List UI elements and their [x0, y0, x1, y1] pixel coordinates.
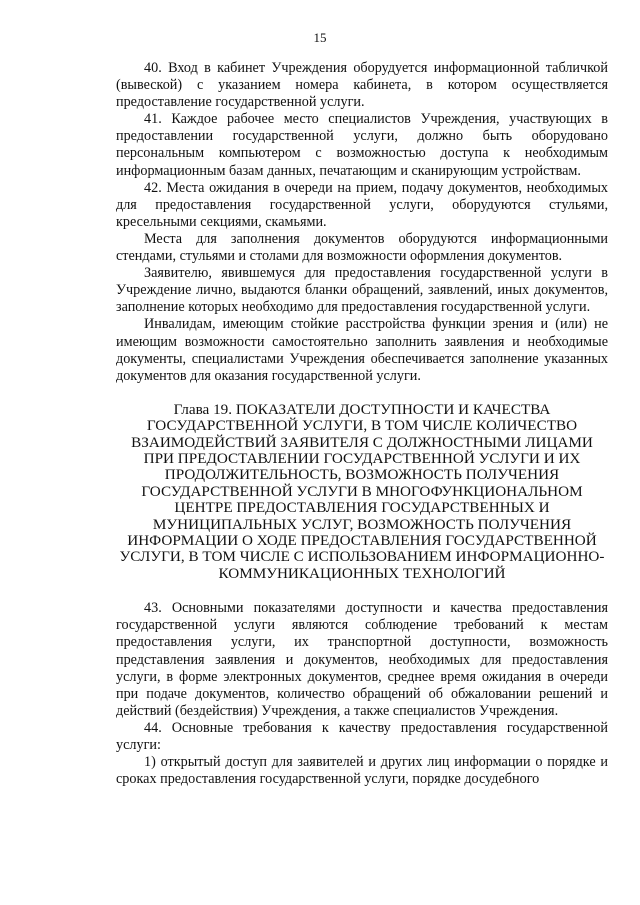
paragraph-43: 43. Основными показателями доступности и качества предоставления государственной услуги являются соблюдение требований к местам предоставления услуги, их транспортной доступности, возможность представления заявления и документов, необходимых для предоставления услуги, в форме электронных документов, среднее время ожидания в очереди при подаче документов, количество обращений об обжаловании решений и действий (бездействия) Учреждения, а также специалистов Учреждения.	[116, 600, 608, 719]
chapter-heading: Глава 19. ПОКАЗАТЕЛИ ДОСТУПНОСТИ И КАЧЕСТВА ГОСУДАРСТВЕННОЙ УСЛУГИ, В ТОМ ЧИСЛЕ КОЛИЧЕСТВО ВЗАИМОДЕЙСТВИЙ ЗАЯВИТЕЛЯ С ДОЛЖНОСТНЫМИ ЛИЦАМИ ПРИ ПРЕДОСТАВЛЕНИИ ГОСУДАРСТВЕННОЙ УСЛУГИ И ИХ ПРОДОЛЖИТЕЛЬНОСТЬ, ВОЗМОЖНОСТЬ ПОЛУЧЕНИЯ ГОСУДАРСТВЕННОЙ УСЛУГИ В МНОГОФУНКЦИОНАЛЬНОМ ЦЕНТРЕ ПРЕДОСТАВЛЕНИЯ ГОСУДАРСТВЕННЫХ И МУНИЦИПАЛЬНЫХ УСЛУГ, ВОЗМОЖНОСТЬ ПОЛУЧЕНИЯ ИНФОРМАЦИИ О ХОДЕ ПРЕДОСТАВЛЕНИЯ ГОСУДАРСТВЕННОЙ УСЛУГИ, В ТОМ ЧИСЛЕ С ИСПОЛЬЗОВАНИЕМ ИНФОРМАЦИОННО-КОММУНИКАЦИОННЫХ ТЕХНОЛОГИЙ	[119, 400, 605, 582]
paragraph-filling-places: Места для заполнения документов оборудуются информационными стендами, стульями и столами для возможности оформления документов.	[116, 230, 608, 265]
paragraph-applicant-forms: Заявителю, явившемуся для предоставления государственной услуги в Учреждение лично, выдаются бланки обращений, заявлений, иных документов, заполнение которых необходимо для предоставления государственной услуги.	[116, 265, 608, 316]
page-number: 15	[313, 30, 327, 45]
paragraph-44: 44. Основные требования к качеству предоставления государственной услуги:	[116, 719, 608, 753]
paragraph-44-item-1: 1) открытый доступ для заявителей и других лиц информации о порядке и сроках предоставления государственной услуги, порядке досудебного	[116, 754, 608, 788]
document-body	[116, 60, 608, 788]
paragraph-40: 40. Вход в кабинет Учреждения оборудуется информационной табличкой (вывеской) с указанием номера кабинета, в котором осуществляется предоставление государственной услуги.	[116, 60, 608, 111]
paragraph-disabled-assistance: Инвалидам, имеющим стойкие расстройства функции зрения и (или) не имеющим возможности самостоятельно заполнить заявления и необходимые документы, специалистами Учреждения обеспечивается заполнение указанных документов для оказания государственной услуги.	[116, 316, 608, 384]
paragraph-41: 41. Каждое рабочее место специалистов Учреждения, участвующих в предоставлении государственной услуги, должно быть оборудовано персональным компьютером с возможностью доступа к необходимым информационным базам данных, печатающим и сканирующим устройствам.	[116, 111, 608, 179]
paragraph-42: 42. Места ожидания в очереди на прием, подачу документов, необходимых для предоставления государственной услуги, оборудуются стульями, кресельными секциями, скамьями.	[116, 179, 608, 230]
